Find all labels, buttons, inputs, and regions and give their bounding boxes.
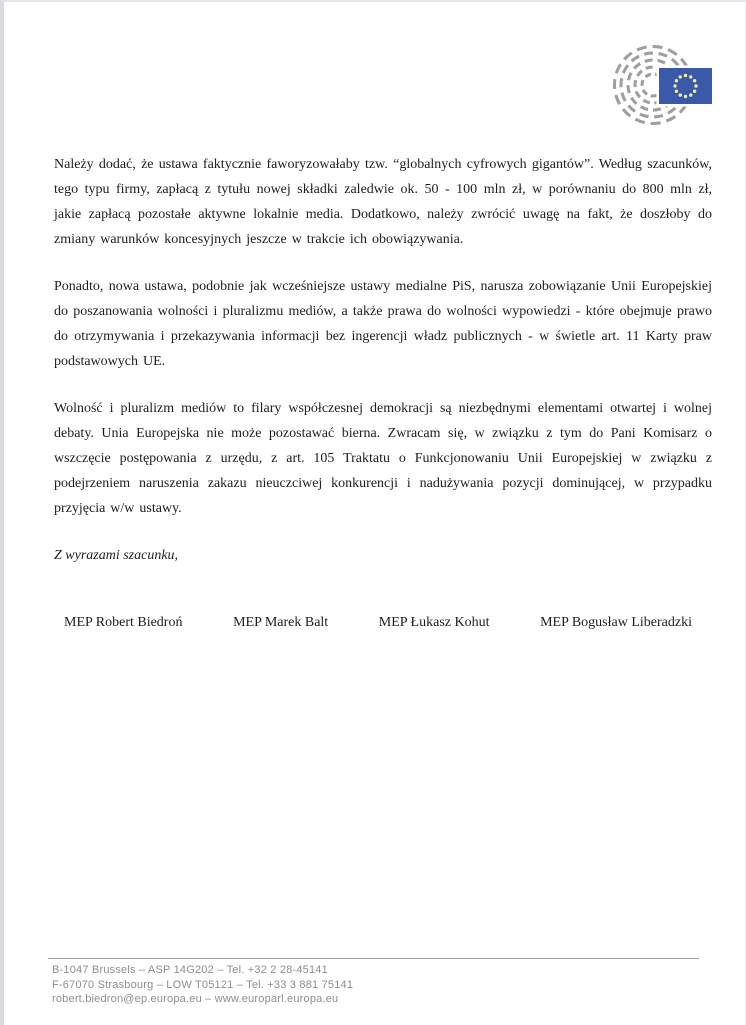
letter-paragraph-3: Wolność i pluralizm mediów to filary współczesnej demokracji są niezbędnymi elementami otwartej i wolnej debaty. Unia Europejska nie może pozostawać bierna. Zwracam się, w związku z tym do Pani Komisarz o wszczęcie postępowania z urzędu, z art. 105 Traktatu o Funkcjonowaniu Unii Europejskiej w związku z podejrzeniem naruszenia zakazu nieuczciwej konkurencji i nadużywania pozycji dominującej, w przypadku przyjęcia w/w ustawy.: [54, 401, 712, 516]
footer-rule: [48, 958, 699, 959]
signature-row: [54, 610, 712, 635]
footer-address-strasbourg: F-67070 Strasbourg – LOW T05121 – Tel. +33 3 881 75141: [52, 978, 354, 991]
letter-footer: [52, 963, 353, 1007]
signature-name: MEP Robert Biedroń: [64, 615, 183, 630]
european-parliament-logo: [608, 45, 718, 127]
european-parliament-logo-graphic: [608, 45, 718, 127]
signature-name: MEP Łukasz Kohut: [378, 615, 490, 630]
footer-address-brussels: B-1047 Brussels – ASP 14G202 – Tel. +32 2 28-45141: [52, 964, 328, 976]
letter-closing: Z wyrazami szacunku,: [54, 548, 179, 563]
signature-name: MEP Bogusław Liberadzki: [540, 615, 692, 630]
letter-paragraph-1: Należy dodać, że ustawa faktycznie faworyzowałaby tzw. “globalnych cyfrowych gigantów”. Według szacunków, tego typu firmy, zapłacą z tytułu nowej składki zaledwie ok. 50 - 100 mln zł, w porównaniu do 800 mln zł, jakie zapłacą pozostałe aktywne lokalnie media. Dodatkowo, należy zwrócić uwagę na fakt, że doszłoby do zmiany warunków koncesyjnych jeszcze w trakcie ich obowiązywania.: [54, 157, 712, 247]
footer-contact-links: robert.biedron@ep.europa.eu – www.europarl.europa.eu: [52, 993, 339, 1005]
signature-name: MEP Marek Balt: [233, 615, 329, 630]
letter-paragraph-2: Ponadto, nowa ustawa, podobnie jak wcześniejsze ustawy medialne PiS, narusza zobowiązanie Unii Europejskiej do poszanowania wolności i pluralizmu mediów, a także prawa do wolności wypowiedzi - które obejmuje prawo do otrzymywania i przekazywania informacji bez ingerencji władz publicznych - w świetle art. 11 Karty praw podstawowych UE.: [54, 279, 712, 369]
letter-body: [54, 152, 712, 635]
